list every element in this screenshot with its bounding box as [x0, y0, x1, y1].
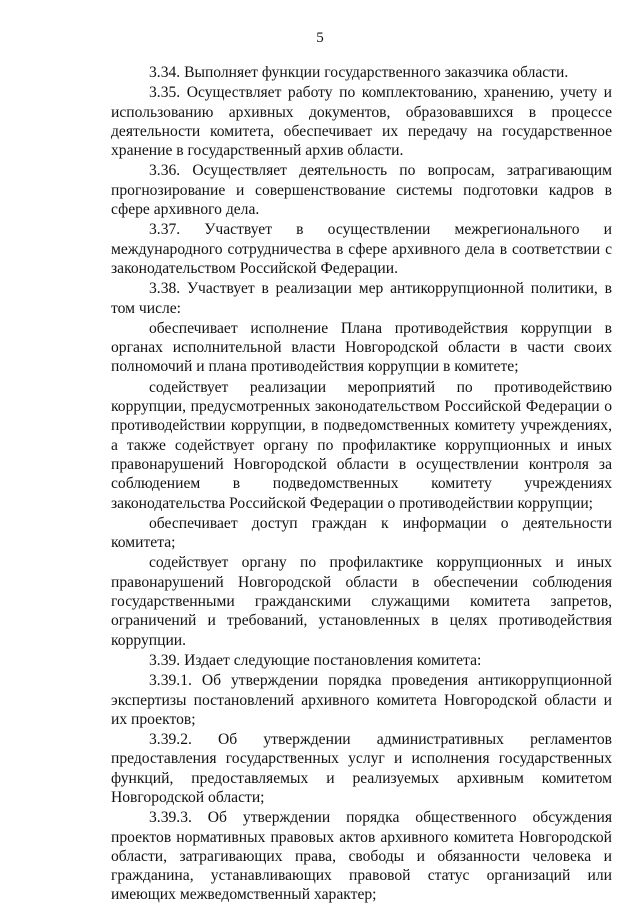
- paragraph-3-36: 3.36. Осуществляет деятельность по вопросам, затрагивающим прогнозирование и совершенствование системы подготовки кадров в сфере архивного дела.: [111, 162, 612, 219]
- paragraph-3-35: 3.35. Осуществляет работу по комплектованию, хранению, учету и использованию архивных документов, образовавшихся в процессе деятельности комитета, обеспечивает их передачу на государственное хранение в государственный архив области.: [111, 84, 612, 160]
- paragraph-3-39-3: 3.39.3. Об утверждении порядка общественного обсуждения проектов нормативных правовых актов архивного комитета Новгородской области, затрагивающих права, свободы и обязанности человека и гражданина, устанавливающих правовой статус организаций или имеющих межведомственный характер;: [111, 809, 612, 904]
- paragraph-3-34: 3.34. Выполняет функции государственного заказчика области.: [149, 64, 569, 81]
- paragraph-3-38-item-3: обеспечивает доступ граждан к информации о деятельности комитета;: [111, 514, 612, 552]
- page-number: 5: [316, 30, 324, 46]
- paragraph-3-39-1: 3.39.1. Об утверждении порядка проведения антикоррупционной экспертизы постановлений архивного комитета Новгородской области и их проектов;: [111, 672, 612, 728]
- document-body: [111, 63, 612, 906]
- paragraph-3-38-item-1: обеспечивает исполнение Плана противодействия коррупции в органах исполнительной власти Новгородской области в части своих полномочий и плана противодействия коррупции в комитете;: [111, 319, 612, 376]
- paragraph-3-39-2: 3.39.2. Об утверждении административных регламентов предоставления государственных услуг и исполнения государственных функций, предоставляемых и реализуемых архивным комитетом Новгородской области;: [111, 731, 612, 806]
- paragraph-3-38-item-2: содействует реализации мероприятий по противодействию коррупции, предусмотренных законодательством Российской Федерации о противодействии коррупции, в подведомственных комитету учреждениях, а также содействует органу по профилактике коррупционных и иных правонарушений Новгородской области в осуществлении контроля за соблюдением в подведомственных комитету учреждениях законодательства Российской Федерации о противодействии коррупции;: [111, 378, 612, 512]
- paragraph-3-38-item-4: содействует органу по профилактике коррупционных и иных правонарушений Новгородской области в обеспечении соблюдения государственными гражданскими служащими комитета запретов, ограничений и требований, установленных в целях противодействия коррупции.: [111, 554, 612, 649]
- paragraph-3-37: 3.37. Участвует в осуществлении межрегионального и международного сотрудничества в сфере архивного дела в соответствии с законодательством Российской Федерации.: [111, 221, 612, 277]
- paragraph-3-38: 3.38. Участвует в реализации мер антикоррупционной политики, в том числе:: [111, 280, 612, 317]
- paragraph-3-39: 3.39. Издает следующие постановления комитета:: [149, 651, 482, 669]
